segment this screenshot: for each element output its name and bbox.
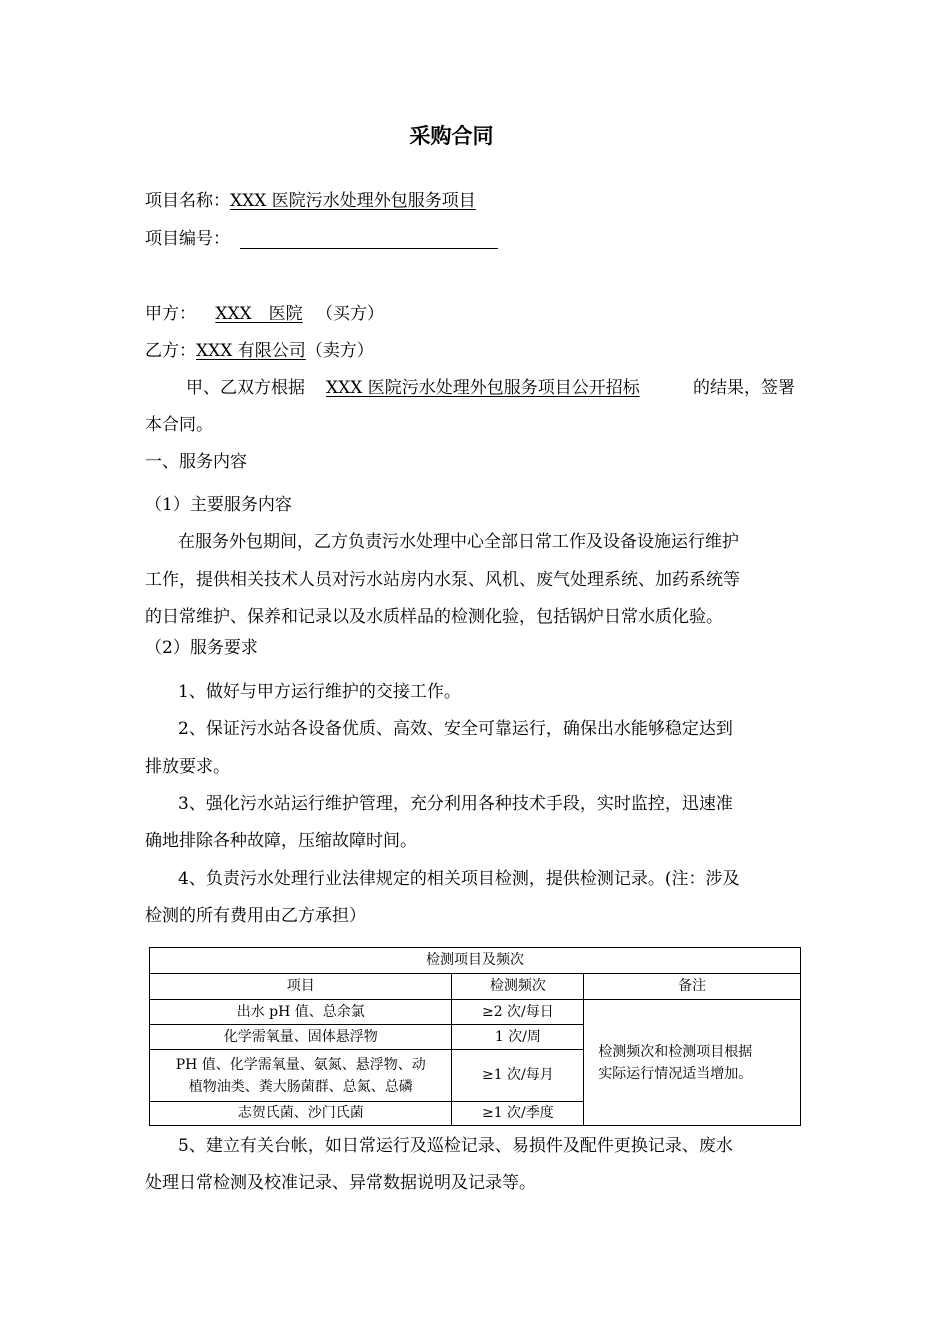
intro-line-2: 本合同。 (145, 415, 213, 435)
row-4-item: 志贺氏菌、沙门氏菌 (150, 1102, 452, 1126)
row-4-frequency: ≥1 次/季度 (452, 1102, 584, 1126)
party-b-value: XXX 有限公司 (196, 341, 306, 361)
requirement-4-line-1: 4、负责污水处理行业法律规定的相关项目检测，提供检测记录。(注：涉及 (178, 869, 740, 889)
row-3-item (150, 1050, 452, 1102)
remarks-line-1: 检测频次和检测项目根据 (598, 1043, 753, 1060)
table-header-row (150, 974, 801, 1000)
project-name-value: XXX 医院污水处理外包服务项目 (230, 191, 476, 211)
party-a-value: XXX 医院 (215, 304, 303, 324)
project-number-label: 项目编号： (145, 229, 230, 249)
requirement-3-line-2: 确地排除各种故障，压缩故障时间。 (145, 831, 417, 851)
remarks-line-2: 实际运行情况适当增加。 (598, 1065, 753, 1082)
row-2-item: 化学需氧量、固体悬浮物 (150, 1025, 452, 1050)
table-caption: 检测项目及频次 (150, 948, 801, 974)
intro-tender: XXX 医院污水处理外包服务项目公开招标 (326, 378, 640, 398)
detection-table (149, 947, 801, 1126)
sub-1-heading: （1）主要服务内容 (145, 495, 292, 515)
requirement-2-line-2: 排放要求。 (145, 757, 230, 777)
project-name-line (145, 190, 476, 212)
requirement-2-line-1: 2、保证污水站各设备优质、高效、安全可靠运行，确保出水能够稳定达到 (178, 719, 733, 739)
table-row (150, 1000, 801, 1025)
requirement-4-line-2: 检测的所有费用由乙方承担） (145, 906, 366, 926)
row-3-item-line-2: 植物油类、粪大肠菌群、总氮、总磷 (188, 1078, 413, 1095)
row-3-item-line-1: PH 值、化学需氧量、氨氮、悬浮物、动 (175, 1056, 426, 1073)
requirement-1: 1、做好与甲方运行维护的交接工作。 (178, 682, 461, 702)
party-b-line (145, 340, 374, 362)
sub-1-para-line-1: 在服务外包期间，乙方负责污水处理中心全部日常工作及设备设施运行维护 (178, 532, 739, 552)
requirement-5-line-1: 5、建立有关台帐，如日常运行及巡检记录、易损件及配件更换记录、废水 (178, 1136, 733, 1156)
row-1-frequency: ≥2 次/每日 (452, 1000, 584, 1025)
remarks-cell (584, 1000, 801, 1126)
row-1-item: 出水 pH 值、总余氯 (150, 1000, 452, 1025)
requirement-5-line-2: 处理日常检测及校准记录、异常数据说明及记录等。 (145, 1173, 536, 1193)
table-caption-row (150, 948, 801, 974)
row-2-frequency: 1 次/周 (452, 1025, 584, 1050)
intro-prefix: 甲、乙双方根据 (186, 378, 305, 398)
requirement-3-line-1: 3、强化污水站运行维护管理，充分利用各种技术手段，实时监控，迅速准 (178, 794, 733, 814)
row-3-frequency: ≥1 次/每月 (452, 1050, 584, 1102)
header-frequency: 检测频次 (452, 974, 584, 1000)
project-name-label: 项目名称： (145, 191, 230, 211)
section-1-heading: 一、服务内容 (145, 452, 247, 472)
header-remarks: 备注 (584, 974, 801, 1000)
sub-1-para-line-2: 工作，提供相关技术人员对污水站房内水泵、风机、废气处理系统、加药系统等 (145, 570, 740, 590)
sub-2-heading: （2）服务要求 (145, 638, 258, 658)
party-a-role: （买方） (316, 304, 384, 324)
document-title: 采购合同 (409, 124, 494, 148)
party-b-label: 乙方： (145, 341, 196, 361)
sub-1-para-line-3: 的日常维护、保养和记录以及水质样品的检测化验，包括锅炉日常水质化验。 (145, 607, 723, 627)
party-a-label: 甲方： (145, 304, 196, 324)
intro-suffix: 的结果，签署 (693, 378, 795, 398)
header-item: 项目 (150, 974, 452, 1000)
project-number-blank (240, 248, 498, 249)
party-b-role: （卖方） (305, 341, 374, 361)
